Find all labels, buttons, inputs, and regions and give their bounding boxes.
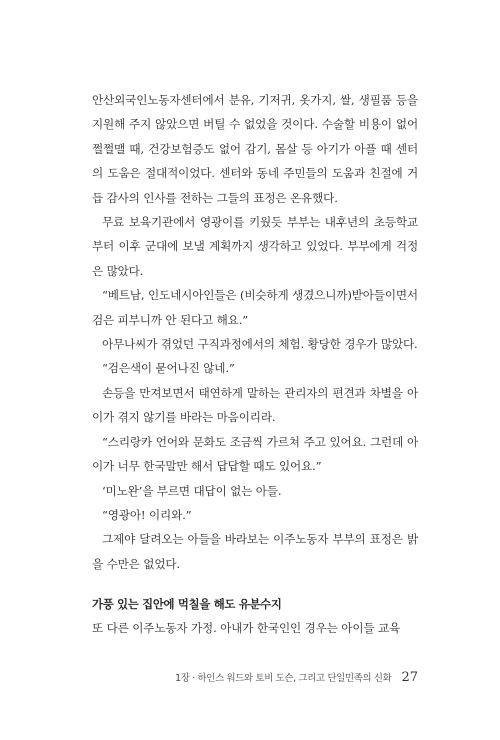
section-first-line: 또 다른 이주노동자 가정. 아내가 한국인인 경우는 아이들 교육 <box>92 621 401 635</box>
paragraph-2: 무료 보육기관에서 영광이를 키웠듯 부부는 내후년의 초등학교부터 이후 군대에 보낼 계획까지 생각하고 있었다. 부부에게 걱정은 많았다. <box>92 215 418 278</box>
paragraph-10: 그제야 달려오는 아들을 바라보는 이주노동자 부부의 표정은 밝을 수만은 없었다. <box>92 532 418 571</box>
paragraph-3-quote: “베트남, 인도네시아인들은 (비슷하게 생겼으니까)받아들이면서 검은 피부니까 안 된다고 해요.” <box>92 288 418 327</box>
paragraph-8: ‘미노완’을 부르면 대답이 없는 아들. <box>102 483 282 498</box>
body-text <box>92 88 418 576</box>
page-number: 27 <box>401 670 418 685</box>
paragraph-7-quote: “스리랑카 언어와 문화도 조금씩 가르쳐 주고 있어요. 그런데 아이가 너무 한국말만 해서 답답할 때도 있어요.” <box>92 434 418 474</box>
paragraph-5-quote: “검은색이 묻어나진 않네.” <box>102 361 235 376</box>
running-title: 1장 · 하인스 워드와 토비 도슨, 그리고 단일민족의 신화 <box>175 673 392 684</box>
paragraph-4: 아무나씨가 겪었던 구직과정에서의 체험. 황당한 경우가 많았다. <box>102 337 418 352</box>
page-footer <box>92 670 418 685</box>
paragraph-1: 안산외국인노동자센터에서 분유, 기저귀, 옷가지, 쌀, 생필품 등을 지원해 주지 않았으면 버틸 수 없었을 것이다. 수술할 비용이 없어 쩔쩔맬 때, 건강보험증도 없어 감기, 몸살 등 아기가 아플 때 센터의 도움은 절대적이었다. 센터와 동네 주민들의 도움과 친절에 거듭 감사의 인사를 전하는 그들의 표정은 온유했다. <box>92 93 418 205</box>
paragraph-9-quote: “영광아! 이리와.” <box>102 507 192 522</box>
section-heading: 가풍 있는 집안에 먹칠을 해도 유분수지 <box>92 597 282 611</box>
paragraph-6: 손등을 만져보면서 태연하게 말하는 관리자의 편견과 차별을 아이가 겪지 않기를 바라는 마음이리라. <box>92 385 418 425</box>
